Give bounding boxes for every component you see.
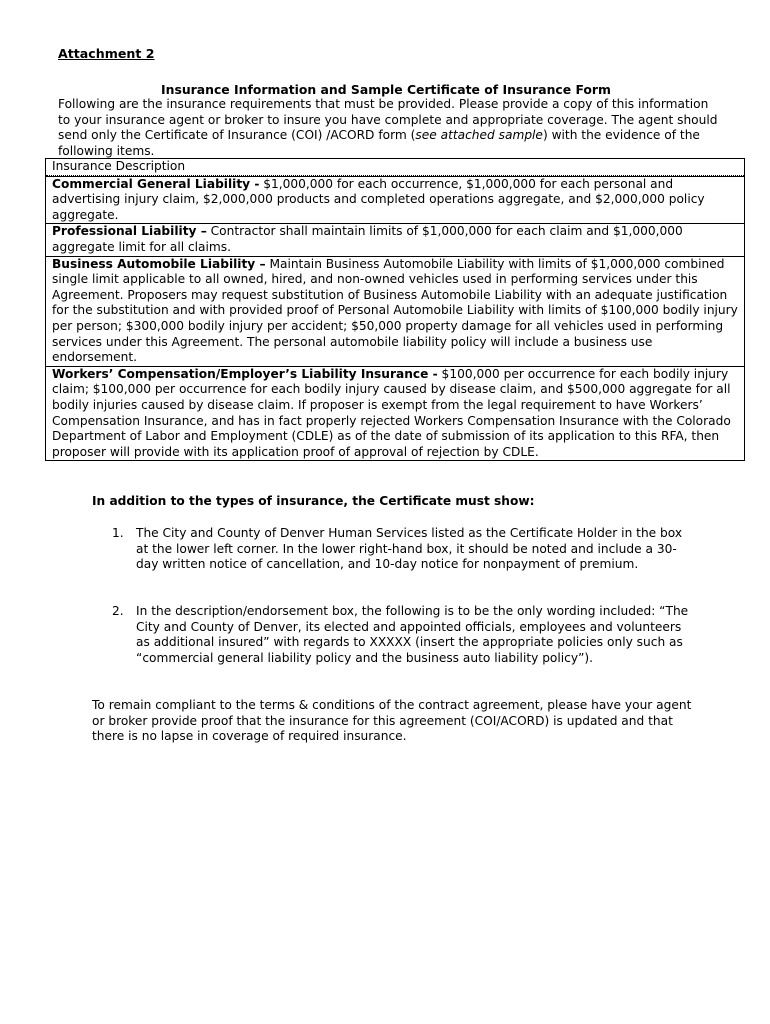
intro-text: Following are the insurance requirements that must be provided. Please provide a copy of this information to your insurance agent or broker to insure you have complete and appropriate coverage. The agent should send only the Certificate of Insurance (COI) /ACORD form (: [58, 97, 718, 143]
table-row-general-liability: [46, 176, 744, 224]
list-number: 2.: [112, 604, 124, 618]
table-header: Insurance Description: [46, 159, 744, 176]
intro-end: ) with the evidence of the following items.: [58, 128, 700, 158]
table-row-workers-compensation: [46, 366, 744, 461]
row-label: Professional Liability –: [52, 224, 207, 239]
list-number: 1.: [112, 526, 124, 540]
row-text: Contractor shall maintain limits of $1,000,000 for each claim and $1,000,000 aggregate limit for all claims.: [52, 224, 683, 254]
document-title: Insurance Information and Sample Certificate of Insurance Form: [161, 82, 611, 97]
closing-paragraph: To remain compliant to the terms & conditions of the contract agreement, please have your agent or broker provide proof that the insurance for this agreement (COI/ACORD) is updated and that there is no lapse in coverage of required insurance.: [92, 698, 692, 744]
row-label: Workers’ Compensation/Employer’s Liability Insurance -: [52, 366, 438, 381]
list-text: In the description/endorsement box, the following is to be the only wording included: “The City and County of Denver, its elected and appointed officials, employees and volunteers as additional insured” with regards to XXXXX (insert the appropriate policies only such as “commercial general liability policy and the business auto liability policy”).: [136, 604, 689, 665]
intro-italic: see attached sample: [415, 128, 543, 143]
table-row-professional-liability: [46, 223, 744, 255]
row-label: Commercial General Liability -: [52, 176, 260, 191]
row-text: $1,000,000 for each occurrence, $1,000,000 for each personal and advertising injury claim, $2,000,000 products and completed operations aggregate, and $2,000,000 policy aggregate.: [52, 176, 705, 222]
addition-heading: In addition to the types of insurance, the Certificate must show:: [92, 494, 535, 508]
row-text: $100,000 per occurrence for each bodily injury claim; $100,000 per occurrence for each bodily injury caused by disease claim, and $500,000 aggregate for all bodily injuries caused by disease claim. If proposer is exempt from the legal requirement to have Workers’ Compensation Insurance, and has in fact properly rejected Workers Compensation Insurance with the Colorado Department of Labor and Employment (CDLE) as of the date of submission of its application to this RFA, then proposer will provide with its application proof of approval of rejection by CDLE.: [52, 366, 731, 459]
table-row-automobile-liability: [46, 256, 744, 366]
intro-paragraph: [58, 97, 718, 159]
row-text: Maintain Business Automobile Liability with limits of $1,000,000 combined single limit applicable to all owned, hired, and non-owned vehicles used in performing services under this Agreement. Proposers may request substitution of Business Automobile Liability with an adequate justification for the substitution and with provided proof of Personal Automobile Liability with limits of $100,000 bodily injury per person; $300,000 bodily injury per accident; $50,000 property damage for all vehicles used in performing services under this Agreement. The personal automobile liability policy will include a business use endorsement.: [52, 256, 738, 365]
attachment-label: Attachment 2: [58, 46, 155, 61]
row-label: Business Automobile Liability –: [52, 256, 266, 271]
insurance-table: [45, 158, 745, 461]
list-text: The City and County of Denver Human Services listed as the Certificate Holder in the box at the lower left corner. In the lower right-hand box, it should be noted and include a 30-day written notice of cancellation, and 10-day notice for nonpayment of premium.: [136, 526, 683, 572]
